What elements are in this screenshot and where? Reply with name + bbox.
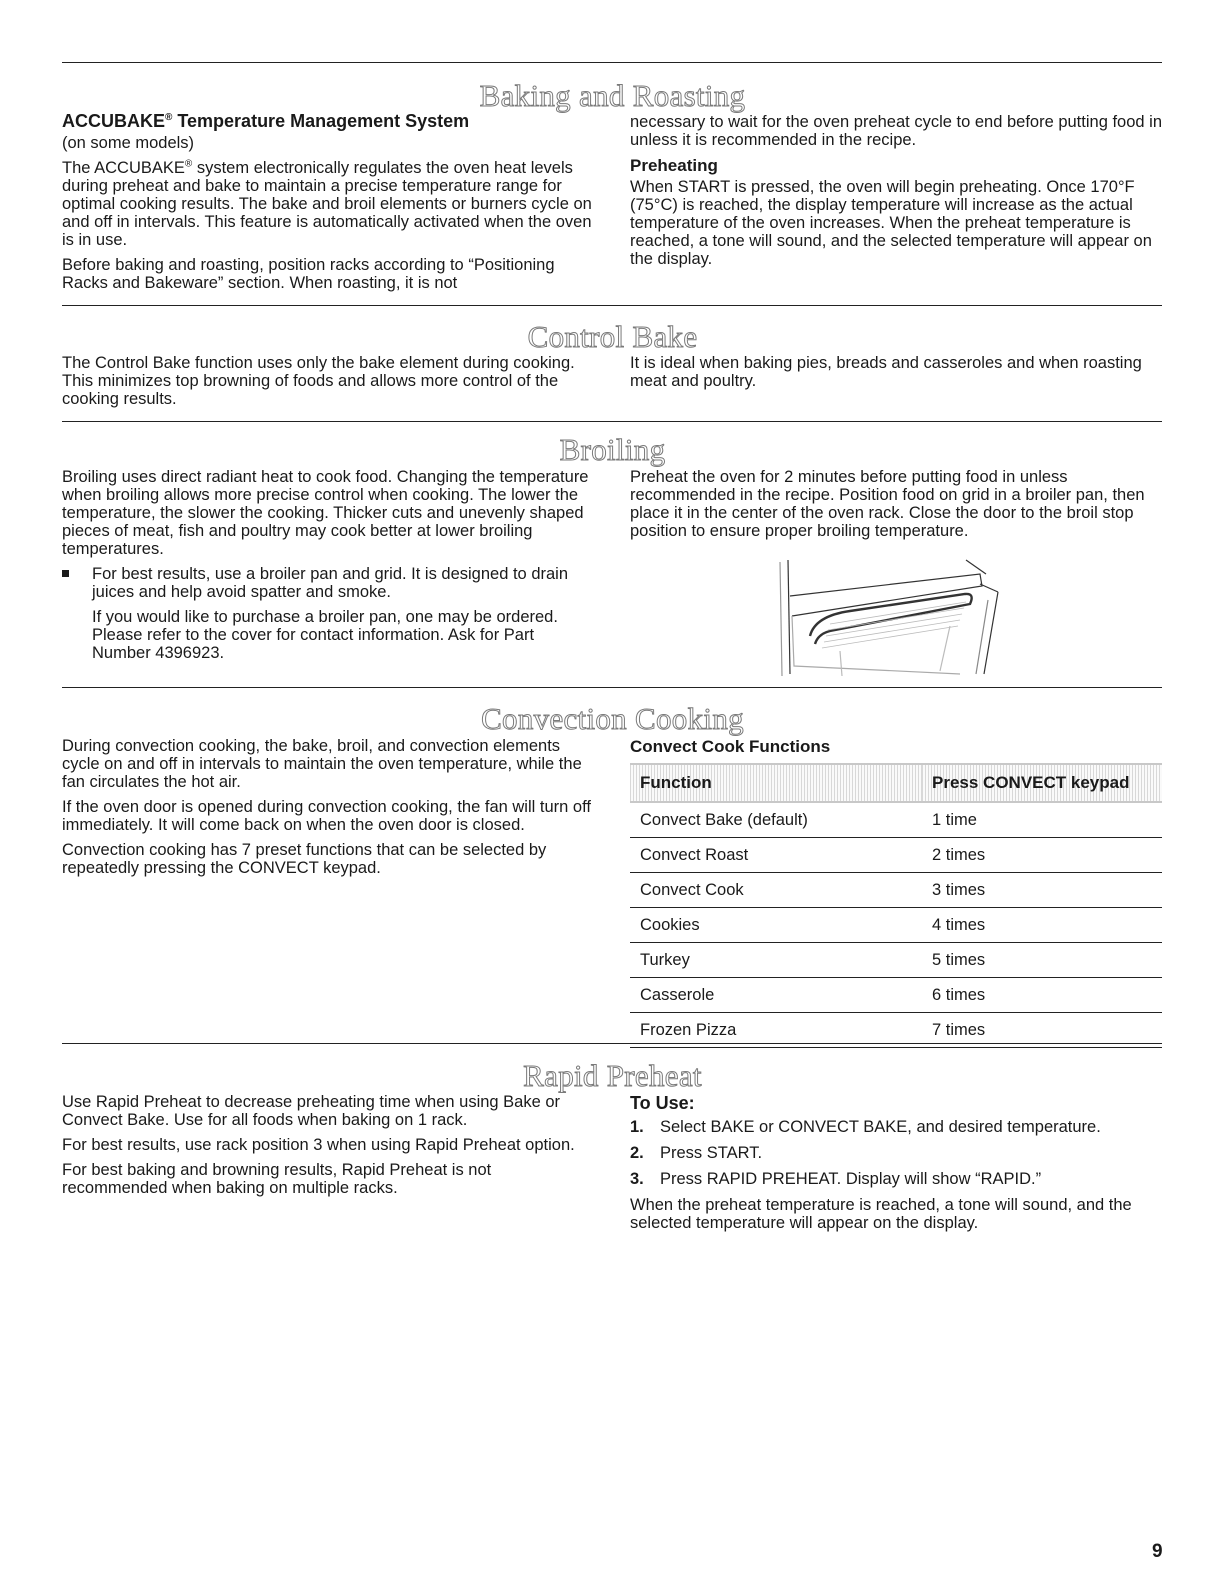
table-row bbox=[630, 978, 1162, 1013]
function-cell: Convect Roast bbox=[630, 838, 922, 873]
press-count-cell: 7 times bbox=[922, 1013, 1162, 1048]
press-count-cell: 4 times bbox=[922, 908, 1162, 943]
step-item bbox=[630, 1170, 1162, 1188]
step-text: Press RAPID PREHEAT. Display will show “RAPID.” bbox=[660, 1170, 1042, 1188]
preheating-paragraph: When START is pressed, the oven will begin preheating. Once 170°F (75°C) is reached, the display temperature will increase as the actual temperature of the oven increases. When the preheat temperature is reached, a tone will sound, and the selected temperature will appear on the display. bbox=[630, 178, 1152, 268]
rapid-preheat-after-paragraph: When the preheat temperature is reached, a tone will sound, and the selected temperature will appear on the display. bbox=[630, 1196, 1132, 1232]
function-cell: Convect Cook bbox=[630, 873, 922, 908]
rapid-preheat-left-column bbox=[62, 1093, 597, 1204]
step-text: Press START. bbox=[660, 1144, 763, 1162]
rapid-preheat-right-column bbox=[630, 1093, 1162, 1239]
function-cell: Casserole bbox=[630, 978, 922, 1013]
to-use-title: To Use: bbox=[630, 1093, 695, 1113]
to-use-steps bbox=[630, 1118, 1162, 1188]
models-note: (on some models) bbox=[62, 134, 195, 152]
table-row bbox=[630, 838, 1162, 873]
table-row bbox=[630, 908, 1162, 943]
rapid-preheat-paragraph-1: Use Rapid Preheat to decrease preheating time when using Bake or Convect Bake. Use for all foods when baking on 1 rack. bbox=[62, 1093, 561, 1129]
step-number: 1. bbox=[630, 1118, 644, 1136]
table-row bbox=[630, 802, 1162, 838]
step-number: 2. bbox=[630, 1144, 644, 1162]
convection-paragraph-1: During convection cooking, the bake, broil, and convection elements cycle on and off in intervals to maintain the oven temperature, while the fan circulates the hot air. bbox=[62, 737, 582, 791]
convection-right-column bbox=[630, 737, 1162, 1048]
broiling-right-column bbox=[630, 468, 1162, 547]
section-heading-broiling: Broiling bbox=[559, 432, 666, 467]
press-count-cell: 6 times bbox=[922, 978, 1162, 1013]
step-number: 3. bbox=[630, 1170, 644, 1188]
press-count-cell: 2 times bbox=[922, 838, 1162, 873]
table-row bbox=[630, 873, 1162, 908]
broiling-preheat-paragraph: Preheat the oven for 2 minutes before putting food in unless recommended in the recipe. Position food on grid in a broiler pan, then place it in the center of the oven rack. Close the door to the broil stop position to ensure proper broiling temperature. bbox=[630, 468, 1145, 540]
rapid-preheat-paragraph-3: For best baking and browning results, Rapid Preheat is not recommended when baking on multiple racks. bbox=[62, 1161, 492, 1197]
section-heading-convection: Convection Cooking bbox=[481, 701, 744, 736]
function-cell: Cookies bbox=[630, 908, 922, 943]
preheating-title: Preheating bbox=[630, 156, 718, 175]
press-count-cell: 3 times bbox=[922, 873, 1162, 908]
section-divider bbox=[62, 421, 1162, 422]
table-header-row bbox=[630, 764, 1162, 802]
section-divider bbox=[62, 1043, 1162, 1044]
baking-right-column bbox=[630, 113, 1162, 275]
step-item bbox=[630, 1144, 1162, 1162]
press-count-cell: 5 times bbox=[922, 943, 1162, 978]
broiler-pan-bullet: For best results, use a broiler pan and grid. It is designed to drain juices and help avoid spatter and smoke. bbox=[62, 565, 597, 601]
oven-door-broil-stop-illustration bbox=[770, 556, 1020, 681]
convection-left-column bbox=[62, 737, 597, 884]
control-bake-right bbox=[630, 354, 1162, 397]
section-heading-rapid-preheat: Rapid Preheat bbox=[523, 1058, 702, 1093]
section-heading-control-bake: Control Bake bbox=[527, 319, 698, 354]
section-divider bbox=[62, 687, 1162, 688]
control-bake-ideal-paragraph: It is ideal when baking pies, breads and casseroles and when roasting meat and poultry. bbox=[630, 354, 1142, 390]
function-cell: Frozen Pizza bbox=[630, 1013, 922, 1048]
press-count-cell: 1 time bbox=[922, 802, 1162, 838]
bullet-square-icon bbox=[62, 570, 69, 577]
rapid-preheat-paragraph-2: For best results, use rack position 3 when using Rapid Preheat option. bbox=[62, 1136, 575, 1154]
convect-functions-title: Convect Cook Functions bbox=[630, 737, 831, 756]
press-column-header: Press CONVECT keypad bbox=[922, 764, 1162, 802]
convect-functions-table bbox=[630, 763, 1162, 1048]
section-heading-baking-roasting: Baking and Roasting bbox=[479, 78, 746, 113]
control-bake-left bbox=[62, 354, 597, 415]
broiling-paragraph: Broiling uses direct radiant heat to cook food. Changing the temperature when broiling allows more precise control when cooking. The lower the temperature, the slower the cooking. Thicker cuts and unevenly shaped pieces of meat, fish and poultry may cook better at lower broiling temperatures. bbox=[62, 468, 589, 558]
accubake-paragraph: The ACCUBAKE® system electronically regulates the oven heat levels during preheat and bake to maintain a precise temperature range for optimal cooking results. The bake and broil elements or burners cycle on and off in intervals. This feature is automatically activated when the oven is in use. bbox=[62, 158, 592, 249]
convection-paragraph-2: If the oven door is opened during convection cooking, the fan will turn off immediately. It will come back on when the oven door is closed. bbox=[62, 798, 591, 834]
step-text: Select BAKE or CONVECT BAKE, and desired temperature. bbox=[660, 1118, 1101, 1136]
control-bake-paragraph: The Control Bake function uses only the bake element during cooking. This minimizes top browning of foods and allows more control of the cooking results. bbox=[62, 354, 575, 408]
racks-paragraph: Before baking and roasting, position racks according to “Positioning Racks and Bakeware” section. When roasting, it is not bbox=[62, 256, 555, 292]
accubake-title: ACCUBAKE® Temperature Management System bbox=[62, 111, 470, 131]
step-item bbox=[630, 1118, 1162, 1136]
page-number: 9 bbox=[1152, 1541, 1163, 1562]
section-divider bbox=[62, 62, 1162, 63]
racks-paragraph-cont: necessary to wait for the oven preheat cycle to end before putting food in unless it is recommended in the recipe. bbox=[630, 113, 1162, 149]
function-cell: Turkey bbox=[630, 943, 922, 978]
function-cell: Convect Bake (default) bbox=[630, 802, 922, 838]
function-column-header: Function bbox=[630, 764, 922, 802]
section-divider bbox=[62, 305, 1162, 306]
broiling-left-column bbox=[62, 468, 597, 669]
table-row bbox=[630, 943, 1162, 978]
baking-left-column bbox=[62, 111, 597, 299]
convection-paragraph-3: Convection cooking has 7 preset functions that can be selected by repeatedly pressing the CONVECT keypad. bbox=[62, 841, 547, 877]
broiler-pan-order-note: If you would like to purchase a broiler pan, one may be ordered. Please refer to the cover for contact information. Ask for Part Number 4396923. bbox=[92, 608, 558, 662]
